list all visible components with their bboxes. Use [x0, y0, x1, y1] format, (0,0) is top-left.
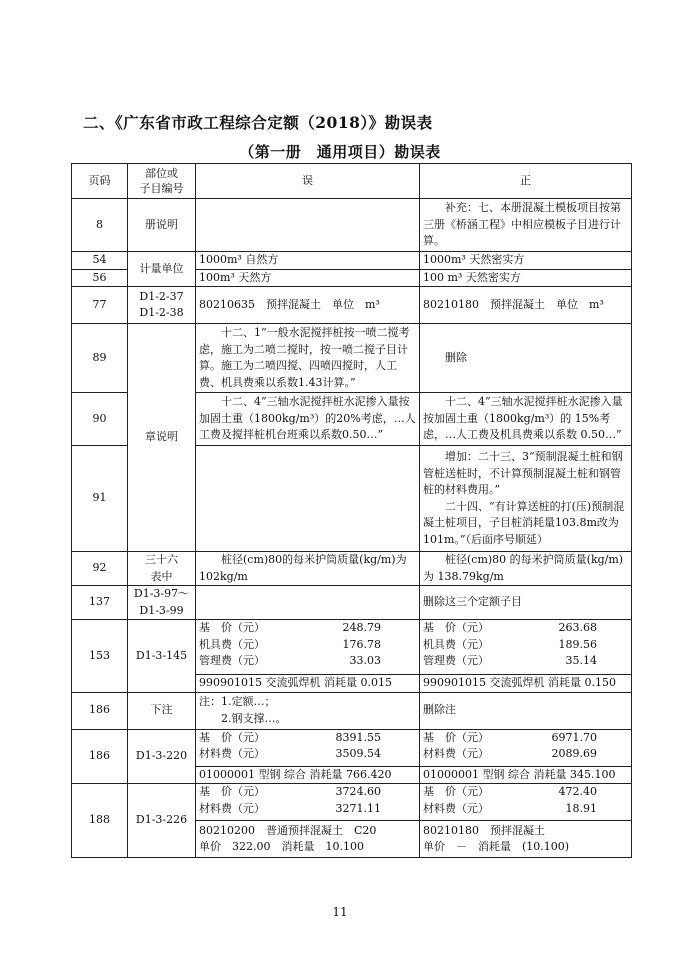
page-cell: 186: [72, 692, 128, 729]
right-cell: 桩径(cm)80 的每米护筒质量(kg/m)为 138.79kg/m: [420, 552, 632, 586]
page-number: 11: [332, 905, 348, 919]
wrong-cell: [196, 586, 420, 620]
page-cell: 188: [72, 784, 128, 858]
cost-line: 基 价（元） 6971.70: [423, 730, 597, 744]
wrong-cell: 01000001 型钢 综合 消耗量 766.420: [196, 766, 420, 784]
page-cell: 91: [72, 446, 128, 552]
table-row: [72, 199, 632, 252]
page-cell: 77: [72, 287, 128, 324]
code-cell: D1-3-220: [128, 729, 196, 784]
wrong-cell: [196, 446, 420, 552]
errata-table: [71, 163, 632, 858]
section-heading: 二、《广东省市政工程综合定额（2018）》勘误表: [83, 113, 433, 132]
page-cell: 153: [72, 620, 128, 693]
right-cell: 100 m³ 天然密实方: [420, 269, 632, 287]
cost-line: 材料费（元） 3271.11: [199, 801, 381, 815]
code-cell: D1-3-97～ D1-3-99: [128, 586, 196, 620]
table-row: [72, 287, 632, 324]
wrong-cell: [196, 784, 420, 821]
table-row: [72, 324, 632, 393]
page-cell: 186: [72, 729, 128, 784]
page-cell: 89: [72, 324, 128, 393]
right-cell: 1000m³ 天然密实方: [420, 252, 632, 270]
code-cell: D1-3-145: [128, 620, 196, 693]
cost-line: 管理费（元） 33.03: [199, 654, 381, 667]
table-subheading: （第一册 通用项目）勘误表: [239, 143, 441, 161]
cost-line: 材料费（元） 18.91: [423, 801, 597, 815]
wrong-cell: 十二、1“一般水泥搅拌桩按一喷二搅考虑，施工为二喷二搅时，按一喷二搅子目计算。施工为二喷四搅、四喷四搅时，人工费、机具费乘以系数1.43计算。”: [196, 324, 420, 393]
wrong-cell: 80210635 预拌混凝土 单位 m³: [196, 287, 420, 324]
wrong-cell: 1000m³ 自然方: [196, 252, 420, 270]
code-cell: D1-2-37 D1-2-38: [128, 287, 196, 324]
col-code: 部位或 子目编号: [128, 164, 196, 199]
code-cell: 计量单位: [128, 252, 196, 287]
right-cell: 补充：七、本册混凝土模板项目按第三册《桥涵工程》中相应模板子目进行计算。: [420, 199, 632, 252]
cost-line: 材料费（元） 2089.69: [423, 747, 597, 760]
wrong-text: 80210200 普通预拌混凝土 C20: [199, 823, 377, 837]
right-cell: [420, 446, 632, 552]
wrong-cell: [196, 199, 420, 252]
right-text: 单价 － 消耗量 (10.100): [423, 840, 570, 853]
code-cell: 册说明: [128, 199, 196, 252]
right-cell: 删除: [420, 324, 632, 393]
table-row: [72, 620, 632, 675]
right-cell: 990901015 交流弧焊机 消耗量 0.150: [420, 675, 632, 693]
wrong-cell: 100m³ 天然方: [196, 269, 420, 287]
right-cell: 80210180 预拌混凝土 单位 m³: [420, 287, 632, 324]
col-page: 页码: [72, 164, 128, 199]
code-cell: D1-3-226: [128, 784, 196, 858]
wrong-cell: [196, 729, 420, 766]
wrong-text: 2.钢支撑…。: [221, 711, 287, 725]
cost-line: 机具费（元） 189.56: [423, 637, 597, 651]
code-cell: 章说明: [128, 324, 196, 552]
page-cell: 137: [72, 586, 128, 620]
col-right: 正: [420, 164, 632, 199]
table-row: [72, 552, 632, 586]
cost-line: 基 价（元） 3724.60: [199, 785, 381, 798]
cost-line: 管理费（元） 35.14: [423, 654, 597, 667]
table-row: [72, 784, 632, 821]
cost-line: 基 价（元） 8391.55: [199, 730, 381, 744]
table-row: [72, 586, 632, 620]
table-row: [72, 729, 632, 766]
right-cell: 01000001 型钢 综合 消耗量 345.100: [420, 766, 632, 784]
right-text: 80210180 预拌混凝土: [423, 823, 545, 837]
wrong-cell: 十二、4“三轴水泥搅拌桩水泥掺入量按加固土重（1800kg/m³）的20%考虑，…人工费及搅拌桩机台班乘以系数0.50…”: [196, 393, 420, 446]
right-text: 二十四、“有计算送桩的打(压)预制混凝土桩项目，子目桩消耗量103.8m改为101m。”（后面序号顺延）: [423, 499, 625, 546]
right-cell: 删除注: [420, 692, 632, 729]
wrong-text: 注：1.定额…；: [199, 695, 276, 708]
header-row: [72, 164, 632, 199]
right-text: 增加：二十三、3“预制混凝土桩和钢管桩送桩时，不计算预制混凝土桩和钢管桩的材料费用。”: [423, 450, 623, 496]
wrong-cell: 990901015 交流弧焊机 消耗量 0.015: [196, 675, 420, 693]
table-row: [72, 692, 632, 729]
cost-line: 材料费（元） 3509.54: [199, 747, 381, 760]
cost-line: 基 价（元） 263.68: [423, 621, 597, 634]
table-row: [72, 252, 632, 270]
code-cell: 下注: [128, 692, 196, 729]
wrong-cell: [196, 620, 420, 675]
page-cell: 54: [72, 252, 128, 270]
right-cell: [420, 821, 632, 858]
right-cell: [420, 784, 632, 821]
right-cell: [420, 620, 632, 675]
wrong-cell: [196, 692, 420, 729]
wrong-text: 单价 322.00 消耗量 10.100: [199, 840, 364, 853]
right-cell: 删除这三个定额子目: [420, 586, 632, 620]
page-cell: 92: [72, 552, 128, 586]
page-cell: 8: [72, 199, 128, 252]
cost-line: 基 价（元） 248.79: [199, 621, 381, 634]
code-cell: 三十六 表中: [128, 552, 196, 586]
col-wrong: 误: [196, 164, 420, 199]
page-cell: 90: [72, 393, 128, 446]
page-cell: 56: [72, 269, 128, 287]
cost-line: 基 价（元） 472.40: [423, 785, 597, 798]
right-cell: 十二、4“三轴水泥搅拌桩水泥掺入量按加固土重（1800kg/m³）的 15%考虑，…人工费及机具费乘以系数 0.50…”: [420, 393, 632, 446]
wrong-cell: 桩径(cm)80的每米护筒质量(kg/m)为102kg/m: [196, 552, 420, 586]
cost-line: 机具费（元） 176.78: [199, 637, 381, 651]
wrong-cell: [196, 821, 420, 858]
right-cell: [420, 729, 632, 766]
